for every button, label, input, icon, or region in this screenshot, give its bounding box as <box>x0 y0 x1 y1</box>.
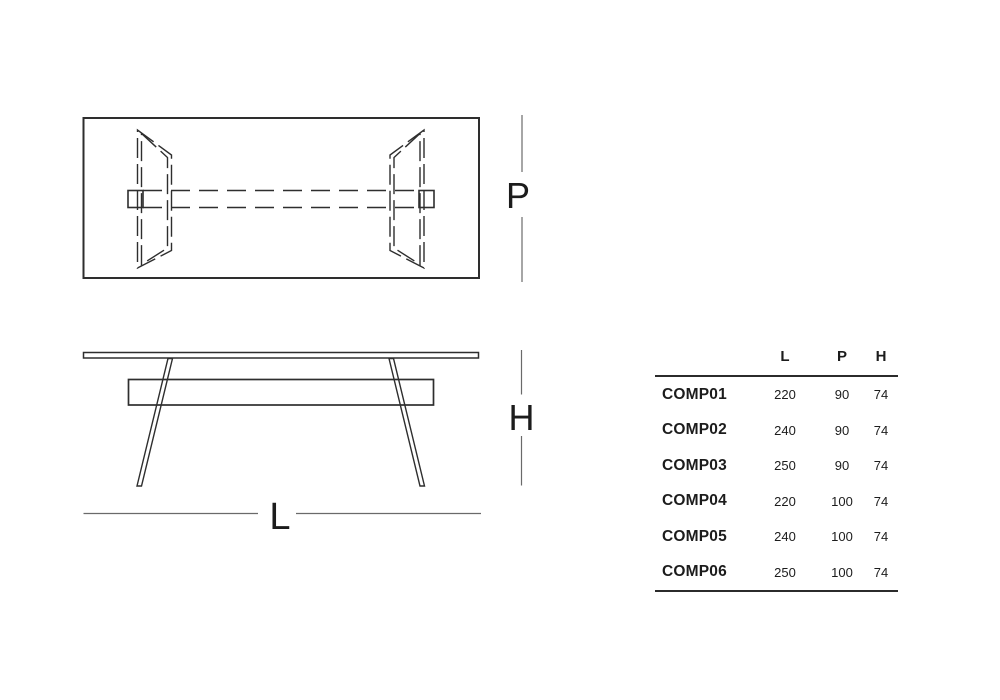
value-length: 240 <box>774 422 796 438</box>
table-row <box>655 448 898 484</box>
leg-right-side <box>389 359 425 487</box>
value-length: 250 <box>774 564 796 580</box>
value-height: 74 <box>873 387 889 403</box>
table-row <box>655 413 898 449</box>
table-row <box>655 519 898 555</box>
dimensions-table <box>655 338 898 592</box>
dimensions-table-header <box>655 338 898 375</box>
value-height: 74 <box>873 493 889 509</box>
depth-label: P <box>505 175 531 216</box>
beam-end-plate-left <box>128 191 143 208</box>
value-length: 220 <box>774 493 796 509</box>
value-depth: 100 <box>831 564 853 580</box>
model-name: COMP04 <box>662 492 727 510</box>
beam-end-plate-right <box>419 191 434 208</box>
table-top-view <box>84 118 480 278</box>
table-rule-bottom <box>655 590 898 592</box>
value-depth: 100 <box>831 493 853 509</box>
beam-side-outline <box>129 380 434 406</box>
value-height: 74 <box>873 422 889 438</box>
table-row <box>655 484 898 520</box>
value-height: 74 <box>873 564 889 580</box>
table-row <box>655 555 898 591</box>
column-header-height: H <box>875 348 887 365</box>
value-length: 220 <box>774 387 796 403</box>
value-depth: 90 <box>834 458 850 474</box>
model-name: COMP01 <box>662 385 727 403</box>
height-label: H <box>508 397 535 438</box>
value-depth: 90 <box>834 422 850 438</box>
table-row <box>655 377 898 413</box>
value-length: 250 <box>774 458 796 474</box>
dimension-height <box>509 350 535 486</box>
dimension-length <box>84 496 482 538</box>
dimension-depth <box>506 115 530 282</box>
leg-left-side <box>137 359 173 487</box>
value-length: 240 <box>774 529 796 545</box>
column-header-length: L <box>780 348 790 365</box>
model-name: COMP05 <box>662 527 727 545</box>
model-name: COMP06 <box>662 563 727 581</box>
model-name: COMP02 <box>662 421 727 439</box>
table-side-view <box>84 353 479 487</box>
column-header-depth: P <box>836 348 847 365</box>
model-name: COMP03 <box>662 456 727 474</box>
value-depth: 90 <box>834 387 850 403</box>
value-depth: 100 <box>831 529 853 545</box>
length-label: L <box>269 496 291 538</box>
tabletop-side-outline <box>84 353 479 359</box>
value-height: 74 <box>873 529 889 545</box>
value-height: 74 <box>873 458 889 474</box>
